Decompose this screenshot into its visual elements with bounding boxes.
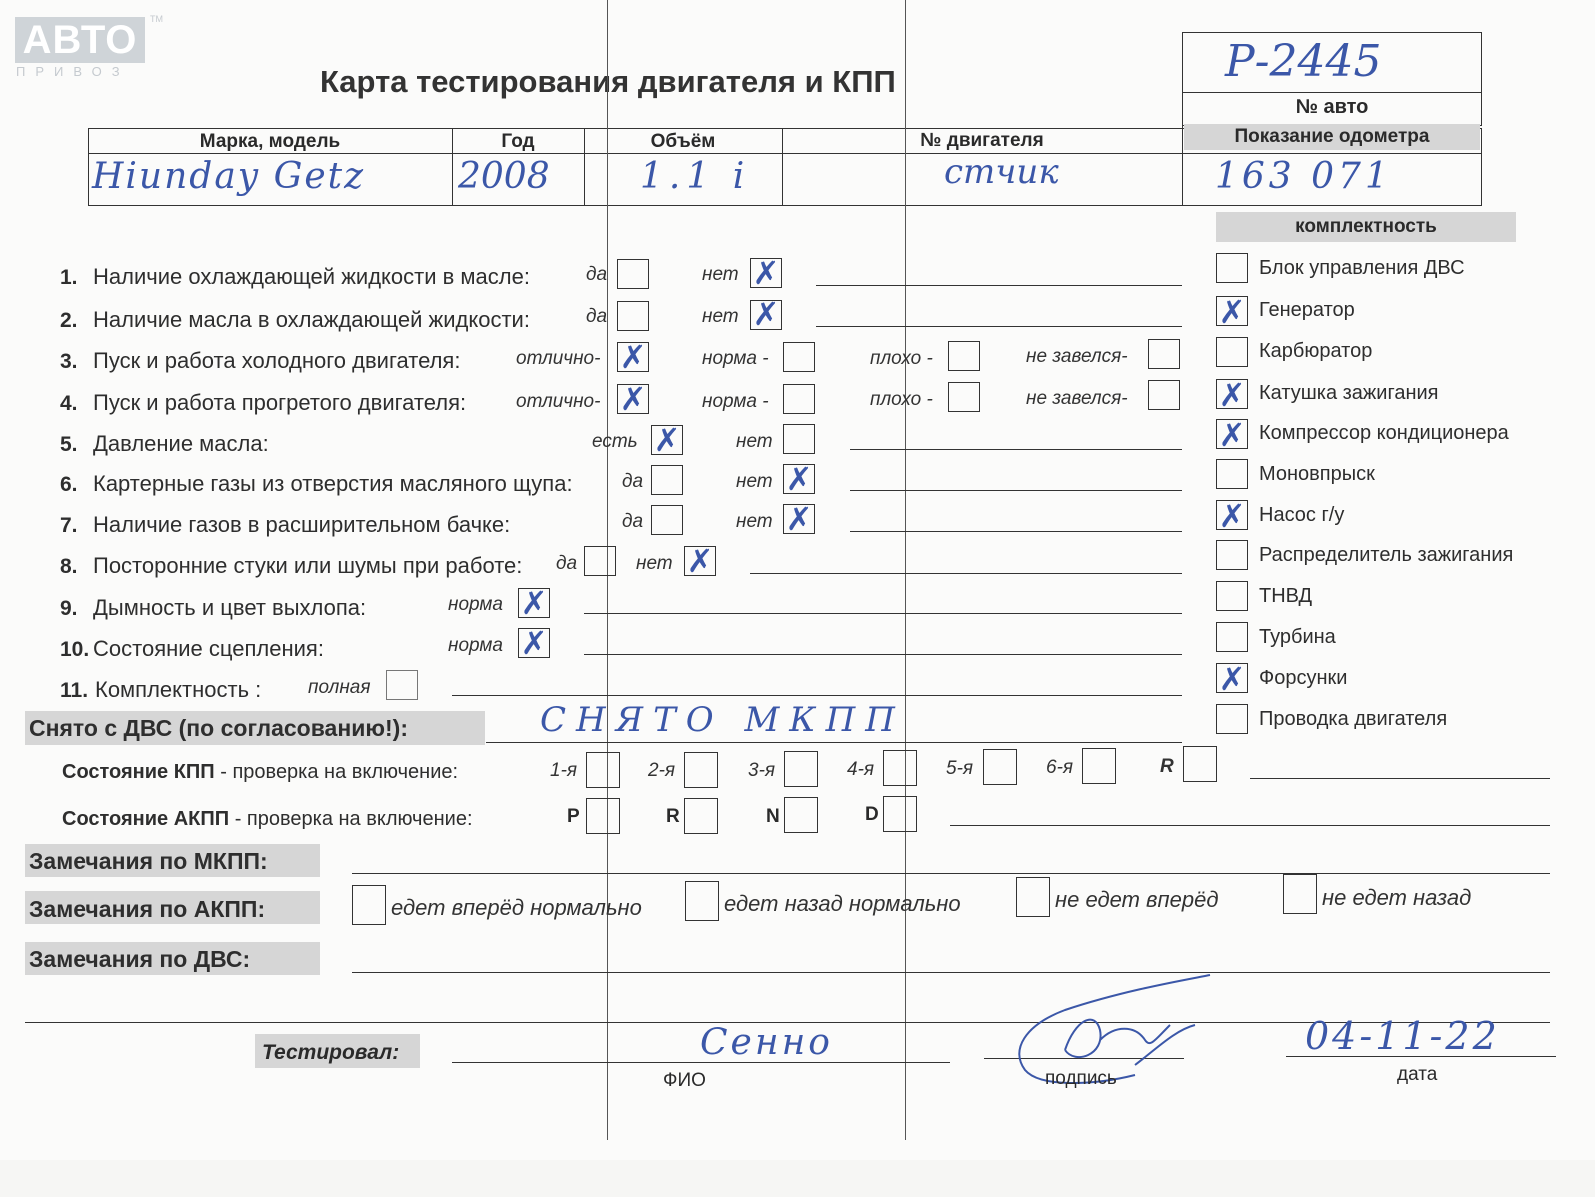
completeness-item: Катушка зажигания	[1259, 382, 1439, 404]
q4-normal-checkbox[interactable]	[783, 384, 815, 414]
akpp-backward-ok-label: едет назад нормально	[724, 891, 961, 916]
date-caption: дата	[1397, 1064, 1438, 1085]
gear-6-checkbox[interactable]	[1082, 748, 1116, 784]
volume-label: Объём	[650, 131, 716, 152]
completeness-item: ТНВД	[1259, 585, 1313, 607]
name-caption: ФИО	[663, 1070, 706, 1091]
completeness-item: Моновпрыск	[1259, 463, 1375, 485]
car-number-label: № авто	[1295, 96, 1369, 118]
checkmark-icon: ✗	[752, 254, 780, 292]
question-label: Дымность и цвет выхлопа:	[93, 595, 367, 620]
remarks-dvs-line	[352, 972, 1550, 973]
checkmark-icon: ✗	[752, 295, 780, 333]
option-not-started-label: не завелся-	[1026, 346, 1128, 367]
gear-r-checkbox[interactable]	[1183, 746, 1217, 782]
completeness-item: Форсунки	[1259, 667, 1348, 689]
q7-yes-checkbox[interactable]	[651, 505, 683, 535]
akpp-d-checkbox[interactable]	[883, 796, 917, 832]
question-label: Картерные газы из отверстия масляного щупа:	[93, 471, 573, 496]
header-table-row-divider	[88, 153, 1482, 154]
question-number: 6.	[60, 473, 78, 496]
q10-notes-line	[584, 654, 1182, 655]
q6-yes-checkbox[interactable]	[651, 465, 683, 495]
gear-label: 4-я	[847, 759, 875, 780]
tester-name-value: Сенно	[700, 1022, 833, 1063]
removed-label: Снято с ДВС (по согласованию!):	[29, 715, 408, 741]
fold-line	[905, 0, 906, 1140]
completeness-item: Насос г/у	[1259, 504, 1345, 526]
brand-logo: АВТО	[15, 17, 145, 63]
question-number: 9.	[60, 597, 78, 620]
akpp-label-rest: - проверка на включение:	[229, 808, 473, 830]
q11-notes-line	[452, 695, 1182, 696]
akpp-forward-ok-checkbox[interactable]	[352, 885, 386, 925]
option-excellent-label: отлично-	[516, 348, 601, 369]
remarks-mkpp-line	[352, 873, 1550, 874]
akpp-backward-fail-label: не едет назад	[1322, 885, 1472, 910]
remarks-akpp-label: Замечания по АКПП:	[29, 896, 266, 922]
q9-notes-line	[584, 613, 1182, 614]
checkmark-icon: ✗	[1218, 416, 1246, 454]
trademark-mark: TM	[150, 14, 163, 24]
remarks-dvs-label: Замечания по ДВС:	[29, 946, 251, 972]
checkmark-icon: ✗	[785, 460, 813, 498]
option-no-label: нет	[636, 553, 673, 574]
gear-label: 1-я	[550, 760, 578, 781]
signature-caption: подпись	[1045, 1068, 1117, 1089]
date-value: 04-11-22	[1305, 1014, 1500, 1058]
akpp-forward-fail-label: не едет вперёд	[1055, 887, 1219, 912]
q2-notes-line	[816, 326, 1182, 327]
q5-notes-line	[850, 449, 1182, 450]
q4-not-started-checkbox[interactable]	[1148, 380, 1180, 410]
question-label: Комплектность :	[95, 677, 262, 702]
akpp-notes-line	[950, 825, 1550, 826]
completeness-item: Блок управления ДВС	[1259, 257, 1465, 279]
akpp-mode-label: P	[567, 806, 580, 827]
option-no-label: нет	[702, 306, 739, 327]
option-yes-label: да	[586, 264, 608, 285]
removed-line	[486, 742, 1182, 743]
option-normal-label: норма -	[702, 348, 769, 369]
question-label: Пуск и работа прогретого двигателя:	[93, 390, 467, 415]
car-number-divider	[1182, 92, 1482, 93]
akpp-mode-label: R	[666, 806, 680, 827]
checkmark-icon: ✗	[1218, 497, 1246, 535]
akpp-mode-label: N	[766, 806, 780, 827]
option-yes-label: да	[622, 471, 644, 492]
option-no-label: нет	[736, 471, 773, 492]
question-number: 5.	[60, 433, 78, 456]
removed-value: СНЯТО МКПП	[540, 700, 905, 740]
checkmark-icon: ✗	[686, 542, 714, 580]
question-number: 3.	[60, 350, 78, 373]
gear-label: 6-я	[1046, 757, 1074, 778]
car-number-value: Р-2445	[1225, 36, 1382, 87]
option-full-label: полная	[308, 677, 371, 698]
completeness-item: Проводка двигателя	[1259, 708, 1448, 730]
option-norm-label: норма	[448, 635, 503, 656]
completeness-checkbox[interactable]	[1216, 581, 1248, 611]
checkmark-icon: ✗	[619, 338, 647, 376]
checkmark-icon: ✗	[1218, 293, 1246, 331]
completeness-checkbox[interactable]	[1216, 253, 1248, 283]
question-number: 2.	[60, 309, 78, 332]
q2-yes-checkbox[interactable]	[617, 301, 649, 331]
q1-yes-checkbox[interactable]	[617, 259, 649, 289]
option-is-label: есть	[592, 431, 638, 452]
checkmark-icon: ✗	[653, 421, 681, 459]
option-norm-label: норма	[448, 594, 503, 615]
page-title: Карта тестирования двигателя и КПП	[320, 64, 896, 99]
akpp-forward-fail-checkbox[interactable]	[1016, 877, 1050, 917]
q8-notes-line	[750, 573, 1182, 574]
make-label: Марка, модель	[199, 131, 341, 152]
completeness-checkbox[interactable]	[1216, 704, 1248, 734]
question-number: 8.	[60, 555, 78, 578]
option-yes-label: да	[622, 511, 644, 532]
kpp-label-bold: Состояние КПП	[62, 761, 215, 783]
completeness-checkbox[interactable]	[1216, 459, 1248, 489]
question-label: Наличие масла в охлаждающей жидкости:	[93, 307, 530, 332]
option-yes-label: да	[586, 306, 608, 327]
checkmark-icon: ✗	[520, 624, 548, 662]
gear-2-checkbox[interactable]	[684, 752, 718, 788]
completeness-item: Турбина	[1259, 626, 1336, 648]
engine-number-value: стчик	[944, 152, 1059, 192]
q6-notes-line	[850, 490, 1182, 491]
option-no-label: нет	[702, 264, 739, 285]
option-excellent-label: отлично-	[516, 391, 601, 412]
q7-notes-line	[850, 531, 1182, 532]
kpp-label	[62, 761, 458, 784]
gear-3-checkbox[interactable]	[784, 751, 818, 787]
question-number: 7.	[60, 514, 78, 537]
kpp-label-rest: - проверка на включение:	[214, 761, 459, 783]
q4-bad-checkbox[interactable]	[948, 382, 980, 412]
gear-4-checkbox[interactable]	[883, 750, 917, 786]
question-label: Пуск и работа холодного двигателя:	[93, 348, 461, 373]
volume-value: 1.1 i	[640, 156, 751, 197]
q3-not-started-checkbox[interactable]	[1148, 339, 1180, 369]
question-label: Наличие газов в расширительном бачке:	[93, 512, 511, 537]
akpp-backward-ok-checkbox[interactable]	[685, 881, 719, 921]
option-normal-label: норма -	[702, 391, 769, 412]
engine-number-label: № двигателя	[920, 130, 1044, 151]
completeness-title: комплектность	[1295, 216, 1437, 237]
option-yes-label: да	[556, 553, 578, 574]
akpp-mode-label: D	[865, 804, 879, 825]
question-number: 4.	[60, 392, 78, 415]
odometer-value: 163 071	[1215, 156, 1392, 197]
question-number: 10.	[60, 638, 90, 661]
checkmark-icon: ✗	[1218, 660, 1246, 698]
question-label: Наличие охлаждающей жидкости в масле:	[93, 264, 530, 289]
checkmark-icon: ✗	[619, 380, 647, 418]
year-label: Год	[501, 131, 535, 152]
remarks-mkpp-label: Замечания по МКПП:	[29, 848, 268, 874]
q1-notes-line	[816, 285, 1182, 286]
option-not-started-label: не завелся-	[1026, 388, 1128, 409]
akpp-p-checkbox[interactable]	[586, 798, 620, 834]
q3-normal-checkbox[interactable]	[783, 342, 815, 372]
kpp-notes-line	[1250, 778, 1550, 779]
question-number: 11.	[60, 679, 89, 702]
completeness-item: Компрессор кондиционера	[1259, 422, 1509, 444]
option-bad-label: плохо -	[870, 348, 933, 369]
year-value: 2008	[458, 156, 550, 197]
akpp-backward-fail-checkbox[interactable]	[1283, 874, 1317, 914]
question-label: Давление масла:	[93, 431, 269, 456]
brand-logo-subtitle: ПРИВОЗ	[16, 64, 130, 79]
q3-bad-checkbox[interactable]	[948, 341, 980, 371]
gear-label: 3-я	[748, 760, 776, 781]
q8-yes-checkbox[interactable]	[584, 546, 616, 576]
option-bad-label: плохо -	[870, 389, 933, 410]
completeness-item: Распределитель зажигания	[1259, 544, 1514, 566]
q11-full-checkbox[interactable]	[386, 670, 418, 700]
checkmark-icon: ✗	[520, 584, 548, 622]
make-model-value: Hiunday Getz	[92, 156, 366, 197]
q5-no-checkbox[interactable]	[783, 424, 815, 454]
completeness-item: Карбюратор	[1259, 340, 1373, 362]
checkmark-icon: ✗	[785, 500, 813, 538]
completeness-checkbox[interactable]	[1216, 540, 1248, 570]
option-no-label: нет	[736, 431, 773, 452]
gear-label: 5-я	[946, 758, 974, 779]
akpp-label	[62, 808, 473, 831]
gear-label: 2-я	[648, 760, 676, 781]
akpp-n-checkbox[interactable]	[784, 797, 818, 833]
gear-1-checkbox[interactable]	[586, 752, 620, 788]
completeness-checkbox[interactable]	[1216, 622, 1248, 652]
akpp-r-checkbox[interactable]	[684, 798, 718, 834]
gear-label: R	[1160, 756, 1174, 777]
odometer-label: Показание одометра	[1234, 126, 1430, 147]
akpp-forward-ok-label: едет вперёд нормально	[391, 895, 642, 920]
question-number: 1.	[60, 266, 78, 289]
question-label: Состояние сцепления:	[93, 636, 324, 661]
option-no-label: нет	[736, 511, 773, 532]
question-label: Посторонние стуки или шумы при работе:	[93, 553, 523, 578]
checkmark-icon: ✗	[1218, 376, 1246, 414]
completeness-item: Генератор	[1259, 299, 1355, 321]
completeness-checkbox[interactable]	[1216, 337, 1248, 367]
gear-5-checkbox[interactable]	[983, 749, 1017, 785]
tested-label: Тестировал:	[262, 1041, 400, 1064]
akpp-label-bold: Состояние АКПП	[62, 808, 230, 830]
